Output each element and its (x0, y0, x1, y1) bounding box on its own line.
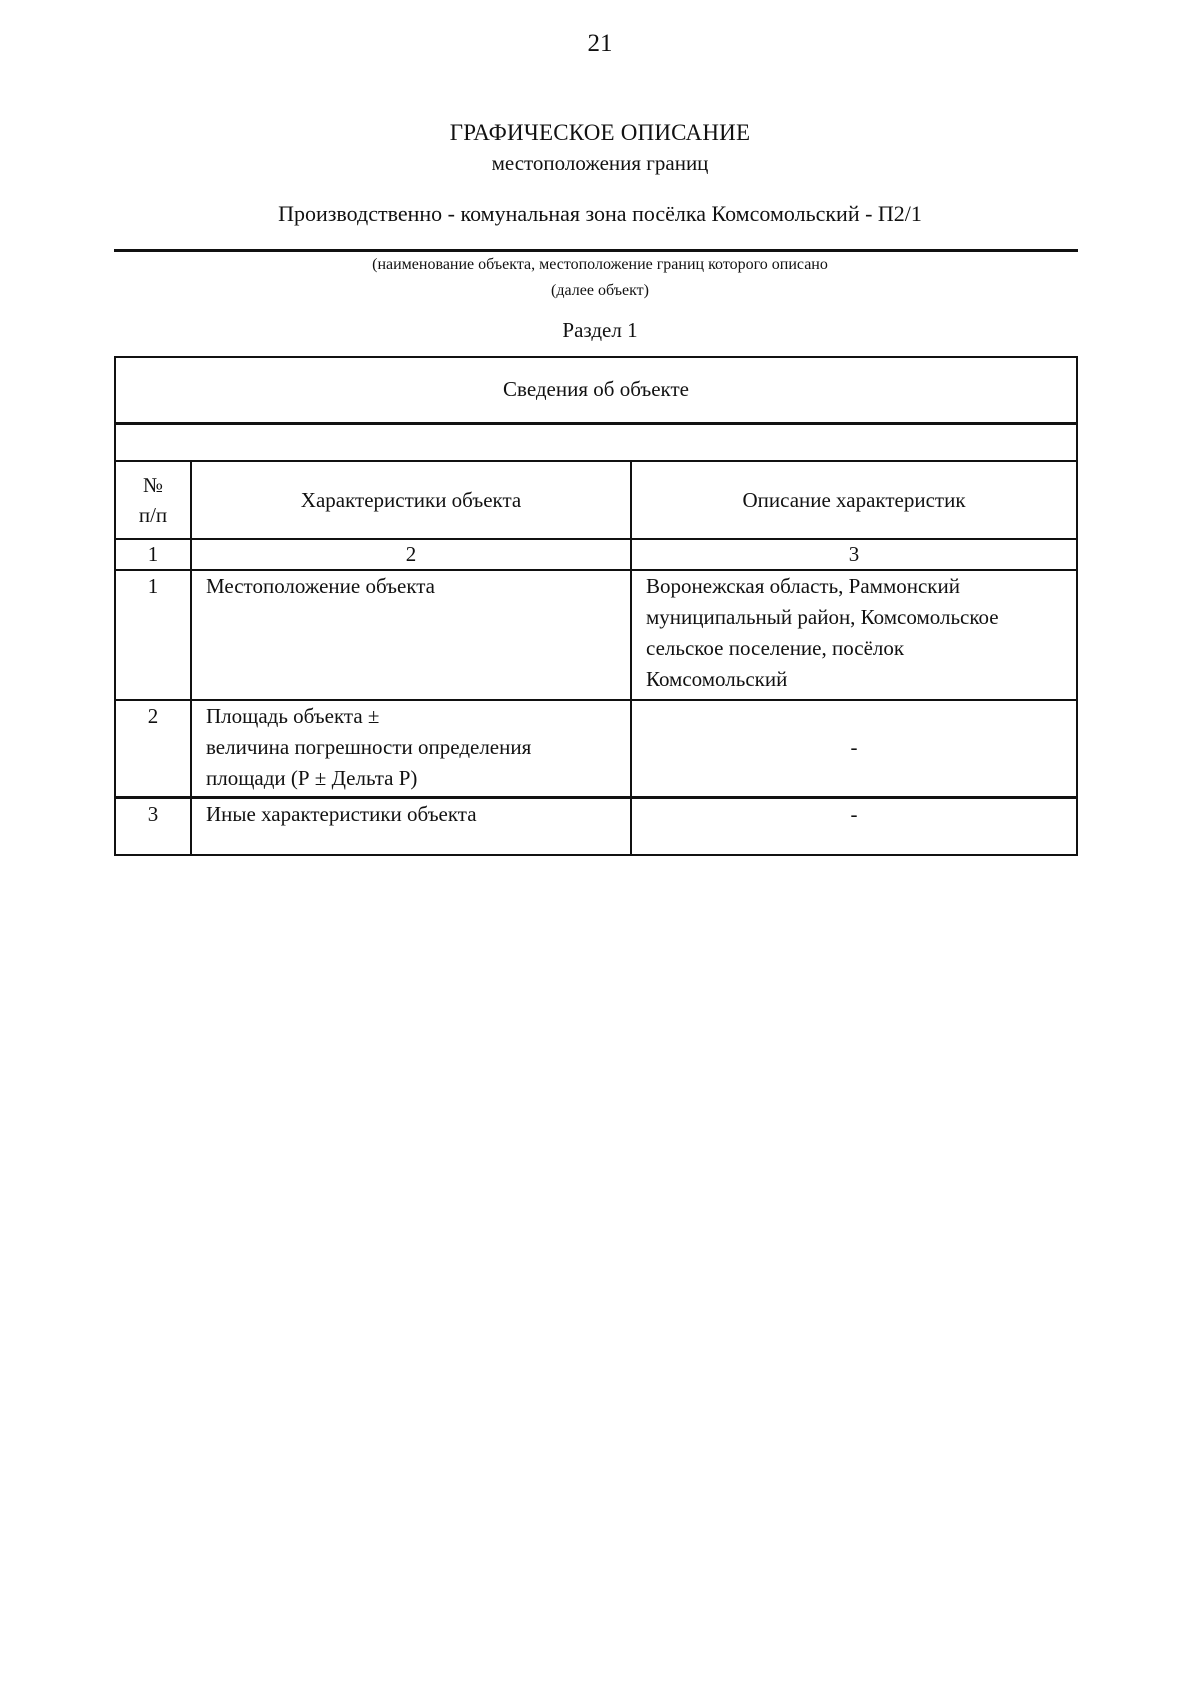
row-description (632, 732, 1076, 763)
table-heading: Сведения об объекте (503, 377, 689, 401)
row-description (646, 571, 1076, 695)
object-info-table (114, 356, 1078, 856)
row-characteristic-line: Площадь объекта ± (206, 704, 380, 728)
row-description-line: Комсомольский (646, 667, 788, 691)
row-description-line: Воронежская область, Раммонский (646, 574, 960, 598)
column-header-characteristics: Характеристики объекта (300, 488, 522, 512)
row-number: 1 (147, 574, 159, 598)
table-rule (116, 422, 1076, 425)
table-rule (116, 460, 1076, 462)
table-column-divider (630, 460, 632, 856)
row-number: 2 (147, 704, 159, 728)
object-name: Производственно - комунальная зона посёлка Комсомольский - П2/1 (278, 201, 922, 226)
column-header-description: Описание характеристик (742, 488, 966, 512)
column-number: 1 (147, 542, 159, 566)
document-title: ГРАФИЧЕСКОЕ ОПИСАНИЕ (449, 120, 751, 145)
row-number: 3 (147, 802, 159, 826)
row-description-line: - (850, 802, 858, 826)
row-description-line: - (850, 735, 858, 759)
row-description-line: муниципальный район, Комсомольское (646, 605, 999, 629)
object-caption-line2: (далее объект) (551, 282, 649, 299)
row-description-line: сельское поселение, посёлок (646, 636, 905, 660)
column-header-number-line2: п/п (138, 503, 168, 527)
row-description (632, 799, 1076, 830)
row-characteristic (206, 571, 626, 602)
table-column-divider (190, 460, 192, 856)
row-characteristic (206, 799, 630, 830)
row-characteristic (206, 701, 630, 794)
row-characteristic-line: Иные характеристики объекта (206, 802, 477, 826)
column-number: 2 (405, 542, 417, 566)
object-caption-line1: (наименование объекта, местоположение границ которого описано (372, 256, 828, 273)
section-label: Раздел 1 (562, 318, 638, 342)
column-header-number (116, 470, 190, 530)
column-number: 3 (848, 542, 860, 566)
row-characteristic-line: Местоположение объекта (206, 574, 436, 598)
page-number: 21 (587, 30, 613, 57)
document-subtitle: местоположения границ (491, 151, 709, 175)
column-header-number-line1: № (142, 473, 164, 497)
object-name-underline (114, 249, 1078, 252)
row-characteristic-line: величина погрешности определения (206, 735, 532, 759)
row-characteristic-line: площади (Р ± Дельта Р) (206, 766, 418, 790)
